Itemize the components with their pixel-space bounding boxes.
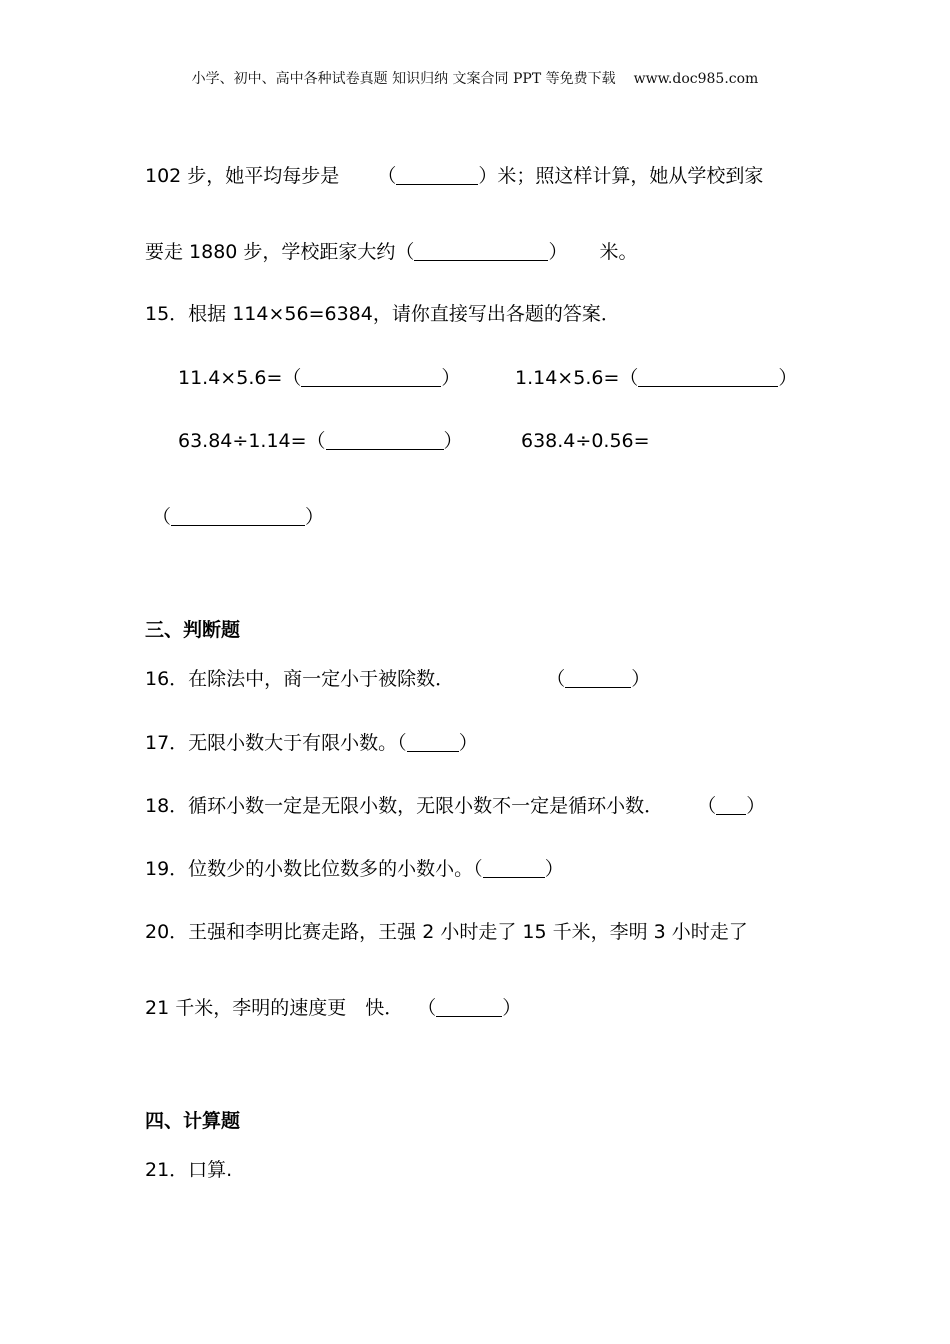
q15-item-2-expr: 1.14×5.6=（ <box>515 367 639 389</box>
q16-text: 16．在除法中，商一定小于被除数． <box>145 668 455 690</box>
q19-answer-blank[interactable] <box>483 859 545 878</box>
q18-text: 18．循环小数一定是无限小数，无限小数不一定是循环小数． <box>145 795 664 817</box>
q19-text: 19．位数少的小数比位数多的小数小。（ <box>145 858 483 880</box>
q19 <box>145 857 564 881</box>
q15-wrap-open: （ <box>152 506 172 528</box>
q14-line2-close: ） <box>548 241 568 263</box>
q20-text: 21 千米，李明的速度更 快． <box>145 997 404 1019</box>
q20-answer-blank[interactable] <box>436 998 502 1017</box>
q14-answer-blank-1[interactable] <box>396 166 478 185</box>
q15-item-4-expr: 638.4÷0.56= <box>521 430 650 452</box>
q15-item-1 <box>178 366 460 390</box>
q16-close: ） <box>631 668 651 690</box>
q14-line2 <box>145 240 637 264</box>
q14-line1 <box>145 164 763 188</box>
q15-item-4 <box>521 429 650 453</box>
q17-answer-blank[interactable] <box>407 733 459 752</box>
page-header <box>0 68 950 88</box>
q14-line1-start: 102 步，她平均每步是 <box>145 165 340 187</box>
q14-answer-blank-2[interactable] <box>414 242 548 261</box>
q15-item-3-expr: 63.84÷1.14=（ <box>178 430 326 452</box>
q15-item-2 <box>515 366 797 390</box>
header-url[interactable]: www.doc985.com <box>633 71 759 87</box>
q15-prompt: 15．根据 114×56=6384，请你直接写出各题的答案． <box>145 303 620 325</box>
q17-text: 17．无限小数大于有限小数。（ <box>145 732 407 754</box>
q20-line1: 20．王强和李明比赛走路，王强 2 小时走了 15 千米，李明 3 小时走了 <box>145 921 748 943</box>
q16-answer-blank[interactable] <box>565 669 631 688</box>
q15-item-1-close: ） <box>441 367 461 389</box>
q18 <box>145 794 765 818</box>
q20-open: （ <box>417 997 437 1019</box>
q15-answer-blank-3[interactable] <box>326 431 444 450</box>
q20-close: ） <box>502 997 522 1019</box>
q18-answer-blank[interactable] <box>716 796 746 815</box>
header-text: 小学、初中、高中各种试卷真题 知识归纳 文案合同 PPT 等免费下载 <box>191 71 616 87</box>
q14-line1-open: （ <box>377 165 397 187</box>
q18-close: ） <box>746 795 766 817</box>
q15-answer-blank-4[interactable] <box>171 507 305 526</box>
q15-item-2-close: ） <box>778 367 798 389</box>
q16-open: （ <box>546 668 566 690</box>
q15-item-1-expr: 11.4×5.6=（ <box>178 367 302 389</box>
q17-close: ） <box>458 732 478 754</box>
section4-title: 四、计算题 <box>145 1110 241 1132</box>
q21: 21．口算. <box>145 1159 233 1181</box>
q15-wrap-close: ） <box>305 506 325 528</box>
q17 <box>145 731 478 755</box>
q15-item-4-answer <box>152 505 324 529</box>
q14-line2-end: 米。 <box>599 241 638 263</box>
q15-item-3 <box>178 429 463 453</box>
q14-line2-start: 要走 1880 步，学校距家大约（ <box>145 241 415 263</box>
q16 <box>145 667 650 691</box>
q19-close: ） <box>544 858 564 880</box>
q18-open: （ <box>697 795 717 817</box>
q15-answer-blank-1[interactable] <box>301 368 441 387</box>
q15-answer-blank-2[interactable] <box>638 368 778 387</box>
q20-line2 <box>145 996 521 1020</box>
section3-title: 三、判断题 <box>145 619 241 641</box>
q14-line1-close: ）米；照这样计算，她从学校到家 <box>478 165 764 187</box>
q15-item-3-close: ） <box>443 430 463 452</box>
